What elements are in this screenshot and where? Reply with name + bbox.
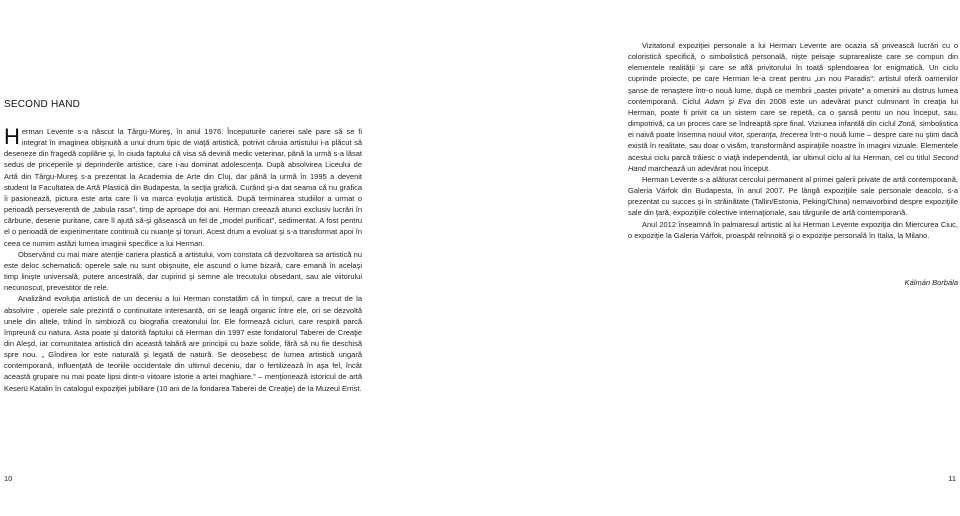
- paragraph: [628, 40, 958, 174]
- paragraph-text: Vizitatorul expoziţiei personale a lui Herman Levente are ocazia să privească lucrări cu o coloristică specifică, o simbolistică personală, nişte peisaje suprarealiste care se compun din elementele realităţii şi care se află privitorului în toată splendoarea lor enigmatică. Un ciclu cuprinde proiecte, pe care Herman le-a creat pentru „un nou Paradis": artistul oferă oamenilor şanse de renaştere într-o nouă lume, după ce membrii „oastei private" a omenirii au distrus lumea contemporană. Ciclul: [628, 41, 958, 106]
- italic-title: Adam şi Eva: [704, 96, 752, 106]
- italic-title: Zonă,: [897, 119, 918, 129]
- paragraph-text: marchează un adevărat nou început.: [645, 163, 771, 173]
- paragraph: Analizând evoluţia artistică de un deceniu a lui Herman constatăm că în timpul, care a trecut de la absolvire , operele sale prezintă o continuitate interesantă, ori se leagă organic între ele, ori se dezvoltă unele din altele, trăind în simbioză cu biografia creatorului lor. Ele formează cicluri, care respiră parcă împreună cu natura. Asta poate şi datorită faptului că Herman din 1997 este fondatorul Taberei de Creaţie din Aleşd, iar comunitatea artistică din această tabără are principii cu baze solide, fără să nu fie deschisă spre nou. „ Gîndirea lor este naturală şi legată de natură. Se deosebesc de lumea artistică ungară contemporană, influenţată de teoriile occidentale din ultimul deceniu, dar o fertilizează în aşa fel, încât această grupare nu mai poate lipsi dintr-o viitoare istorie a artei maghiare." – menţionează istoricul de artă Keserü Katalin în catalogul expoziţiei jubiliare (10 ani de la fondarea Taberei de Creaţie) de la Muzeul Ernst.: [4, 294, 362, 393]
- paragraph: Anul 2012 înseamnă în palmaresul artistic al lui Herman Levente expoziţia din Miercurea Ciuc, o expoziţie la Galeria Várfok, proaspăt reînnoită şi o expoziţie personală în Italia, la Milano.: [628, 219, 958, 240]
- paragraph: Observând cu mai mare atenţie cariera plastică a artistului, vom constata că dezvoltarea sa artistică nu este deloc schematică: operele sale nu sunt obişnuite, ele ascund o lume bizară, care emană în acelaşi timp linişte universală, putere ancestrală, dar cuprind şi semne ale trecutului obsedant, sau ale viitorului necunoscut, prevestitor de rele.: [4, 249, 362, 293]
- paragraph-text: simbolistica ei naivă poate însemna nouul vitor,: [628, 119, 959, 140]
- left-column-text: [4, 126, 362, 394]
- paragraph: Herman Levente s-a alăturat cercului permanent al primei galerii private de artă contemporană, Galeria Várfok din Budapesta, în anul 2007. Pe lângă expoziţiile sale personale deacolo, s-a prezentat cu succes şi în străinătate (Tallin/Estonia, Peking/China) nemaivorbind despre expoziţiile sale din ţară, expoziţiile colective internaţionale, sau târgurile de artă contemporană.: [628, 174, 958, 218]
- italic-phrase: speranţa, trecerea: [746, 130, 808, 140]
- paragraph-text: erman Levente s-a născut la Târgu-Mureş, în anul 1976. Începuturile carierei sale pare să se fi integrat în imaginea obişnuită a unui drum tipic de viaţă artistică, potrivit căruia artistului i-a plăcut să deseneze din fragedă copilărie şi, în ciuda faptului că visa să devină medic veterinar, până la urmă s-a lăsat sedus de priceperile şi deprinderile artistice, care i-au dominat adolescenţa. După absolvirea Liceului de Artă din Târgu-Mureş s-a prezentat la Academia de Arte din Cluj, dar până la urmă în 1995 a devenit student la Facultatea de Artă Plastică din Budapesta, la secţia grafică. Curând şi-a dat seama că nu grafica îi pasionează, pictura este arta care îi va marca evoluţia artistică. După terminarea studiilor a urmat o perioadă perseverentă de „tabula rasa", timp de aproape doi ani. Herman creează atunci exclusiv lucrări în cărbune, desene puritane, care îl ajută să-şi găsească un fel de „model purificat", sedimentat. A fost pentru el o perioadă de experimentare continuă cu nuanţe şi tonuri. Acest drum a evoluat şi s-a transformat apoi în ceea ce numim astăzi lumea imaginii specifice a lui Herman.: [4, 127, 362, 248]
- right-column-text: [628, 40, 958, 241]
- paragraph-text: din 2008 este un adevărat punct culminant în creaţia lui Herman, poate fi privit ca un sistem care se repetă, ca o şansă pentu un nou început, sau, dimpotrivă, ca un proces care se îndreaptă spre final. Viziunea infantilă din ciclul: [628, 96, 958, 129]
- paragraph: [4, 126, 362, 249]
- page-number-left: 10: [4, 474, 13, 483]
- italic-title: Second Hand: [628, 152, 958, 173]
- author-signature: Kálmán Borbála: [904, 278, 958, 287]
- section-title: SECOND HAND: [4, 99, 81, 110]
- drop-cap: H: [4, 124, 20, 149]
- right-page: [480, 0, 960, 516]
- page-number-right: 11: [948, 474, 956, 483]
- paragraph-text: într-o nouă lume – despre care nu ştim dacă există în realitate, sau doar o visăm, transformând aspiraţiile noastre în imagini vizuale. Elementele acestui ciclu parcă trăiesc o viaţă independentă, iar ultimul ciclu al lui Herman, cel cu titlul: [628, 130, 959, 162]
